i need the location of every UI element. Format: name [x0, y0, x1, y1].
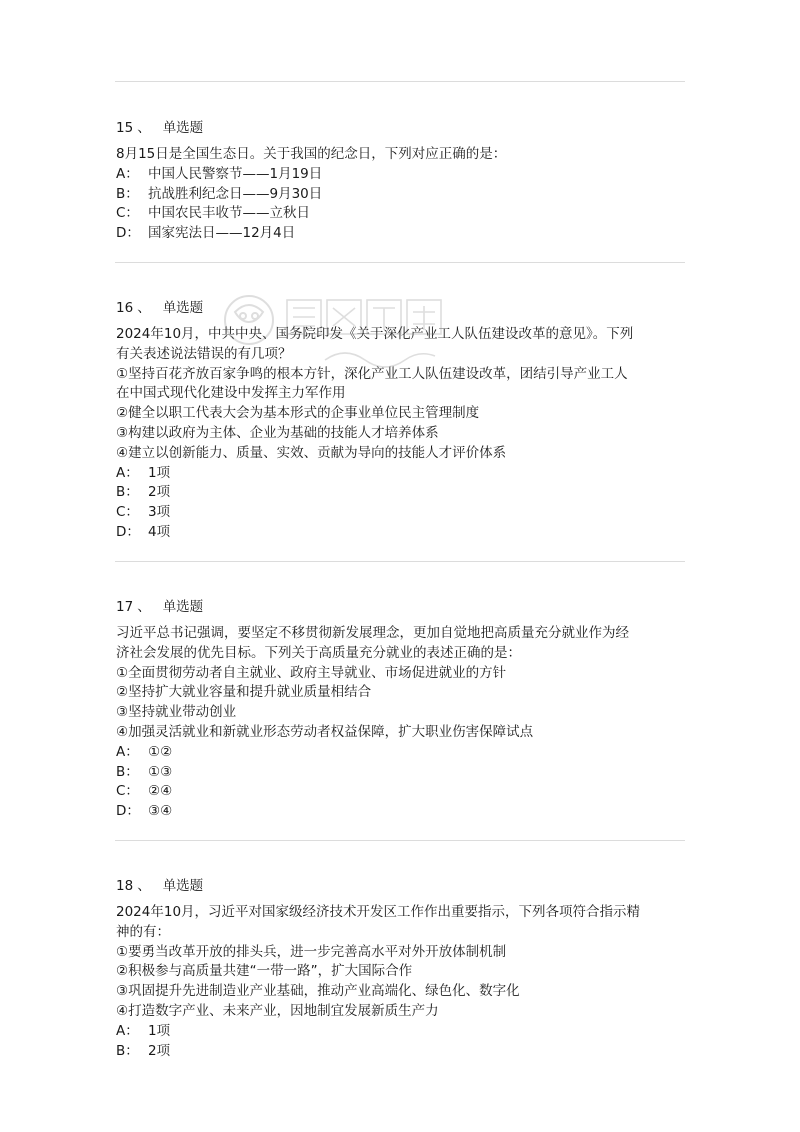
option-d[interactable]	[116, 224, 686, 244]
statement-4: ④建立以创新能力、质量、实效、贡献为导向的技能人才评价体系	[116, 444, 507, 461]
question-header	[116, 118, 686, 138]
option-letter: B：	[116, 185, 139, 202]
question-header	[116, 298, 686, 318]
option-letter: C：	[116, 205, 139, 222]
question-type: 单选题	[162, 599, 204, 615]
option-text: 2项	[148, 484, 171, 501]
divider	[115, 262, 685, 263]
question-stem: 济社会发展的优先目标。下列关于高质量充分就业的表述正确的是：	[116, 644, 521, 661]
question-number: 17	[116, 599, 134, 615]
question-number: 15	[116, 120, 134, 136]
option-text: 2项	[148, 1042, 171, 1059]
question-separator: 、	[137, 120, 151, 136]
option-text: 国家宪法日——12月4日	[148, 225, 296, 242]
divider	[115, 561, 685, 562]
question-separator: 、	[137, 878, 151, 894]
question-16	[116, 298, 686, 543]
statement-1: ①要勇当改革开放的排头兵，进一步完善高水平对外开放体制机制	[116, 943, 507, 960]
option-a[interactable]	[116, 165, 686, 185]
statement-2: ②健全以职工代表大会为基本形式的企事业单位民主管理制度	[116, 405, 480, 422]
question-number: 16	[116, 300, 134, 316]
option-b[interactable]	[116, 1042, 686, 1062]
question-18	[116, 876, 686, 1061]
option-text: 4项	[148, 523, 171, 540]
statement-4: ④加强灵活就业和新就业形态劳动者权益保障，扩大职业伤害保障试点	[116, 723, 534, 740]
option-text: 抗战胜利纪念日——9月30日	[148, 185, 323, 202]
divider	[115, 840, 685, 841]
question-header	[116, 597, 686, 617]
option-text: 中国农民丰收节——立秋日	[148, 205, 310, 222]
option-letter: C：	[116, 783, 139, 800]
option-text: ①②	[148, 743, 173, 760]
question-stem: 神的有：	[116, 923, 170, 940]
option-a[interactable]	[116, 743, 686, 763]
question-type: 单选题	[162, 120, 204, 136]
question-header	[116, 876, 686, 896]
divider	[115, 81, 685, 82]
statement-1: ①全面贯彻劳动者自主就业、政府主导就业、市场促进就业的方针	[116, 664, 507, 681]
option-letter: D：	[116, 803, 140, 820]
option-letter: D：	[116, 225, 140, 242]
statement-2: ②坚持扩大就业容量和提升就业质量相结合	[116, 684, 372, 701]
statement-2: ②积极参与高质量共建“一带一路”，扩大国际合作	[116, 963, 413, 980]
option-d[interactable]	[116, 523, 686, 543]
option-letter: C：	[116, 504, 139, 521]
option-text: 1项	[148, 1022, 171, 1039]
statement-3: ③坚持就业带动创业	[116, 704, 237, 721]
option-text: ②④	[148, 783, 173, 800]
question-separator: 、	[137, 300, 151, 316]
option-letter: A：	[116, 165, 139, 182]
option-letter: B：	[116, 1042, 139, 1059]
option-letter: A：	[116, 743, 139, 760]
question-type: 单选题	[162, 878, 204, 894]
question-15	[116, 118, 686, 244]
option-letter: A：	[116, 464, 139, 481]
question-17	[116, 597, 686, 822]
statement-1: ①坚持百花齐放百家争鸣的根本方针，深化产业工人队伍建设改革，团结引导产业工人	[116, 365, 628, 382]
option-a[interactable]	[116, 1022, 686, 1042]
option-b[interactable]	[116, 483, 686, 503]
option-text: 1项	[148, 464, 171, 481]
option-b[interactable]	[116, 185, 686, 205]
option-letter: B：	[116, 484, 139, 501]
statement-4: ④打造数字产业、未来产业，因地制宜发展新质生产力	[116, 1002, 439, 1019]
question-separator: 、	[137, 599, 151, 615]
question-type: 单选题	[162, 300, 204, 316]
option-b[interactable]	[116, 763, 686, 783]
option-c[interactable]	[116, 204, 686, 224]
option-letter: A：	[116, 1022, 139, 1039]
question-stem: 8月15日是全国生态日。关于我国的纪念日，下列对应正确的是：	[116, 146, 507, 162]
option-d[interactable]	[116, 802, 686, 822]
question-number: 18	[116, 878, 134, 894]
statement-3: ③巩固提升先进制造业产业基础，推动产业高端化、绿色化、数字化	[116, 983, 520, 1000]
option-text: ③④	[148, 803, 173, 820]
question-stem: 有关表述说法错误的有几项？	[116, 345, 292, 362]
question-stem: 习近平总书记强调，要坚定不移贯彻新发展理念，更加自觉地把高质量充分就业作为经	[116, 625, 629, 641]
option-text: ①③	[148, 763, 173, 780]
statement-3: ③构建以政府为主体、企业为基础的技能人才培养体系	[116, 424, 439, 441]
option-letter: B：	[116, 763, 139, 780]
option-a[interactable]	[116, 464, 686, 484]
question-stem: 2024年10月，中共中央、国务院印发《关于深化产业工人队伍建设改革的意见》。下列	[116, 326, 634, 342]
statement-1-cont: 在中国式现代化建设中发挥主力军作用	[116, 385, 346, 402]
option-letter: D：	[116, 523, 140, 540]
option-text: 3项	[148, 504, 171, 521]
option-c[interactable]	[116, 503, 686, 523]
option-text: 中国人民警察节——1月19日	[148, 165, 323, 182]
question-stem: 2024年10月，习近平对国家级经济技术开发区工作作出重要指示，下列各项符合指示精	[116, 904, 641, 920]
option-c[interactable]	[116, 782, 686, 802]
